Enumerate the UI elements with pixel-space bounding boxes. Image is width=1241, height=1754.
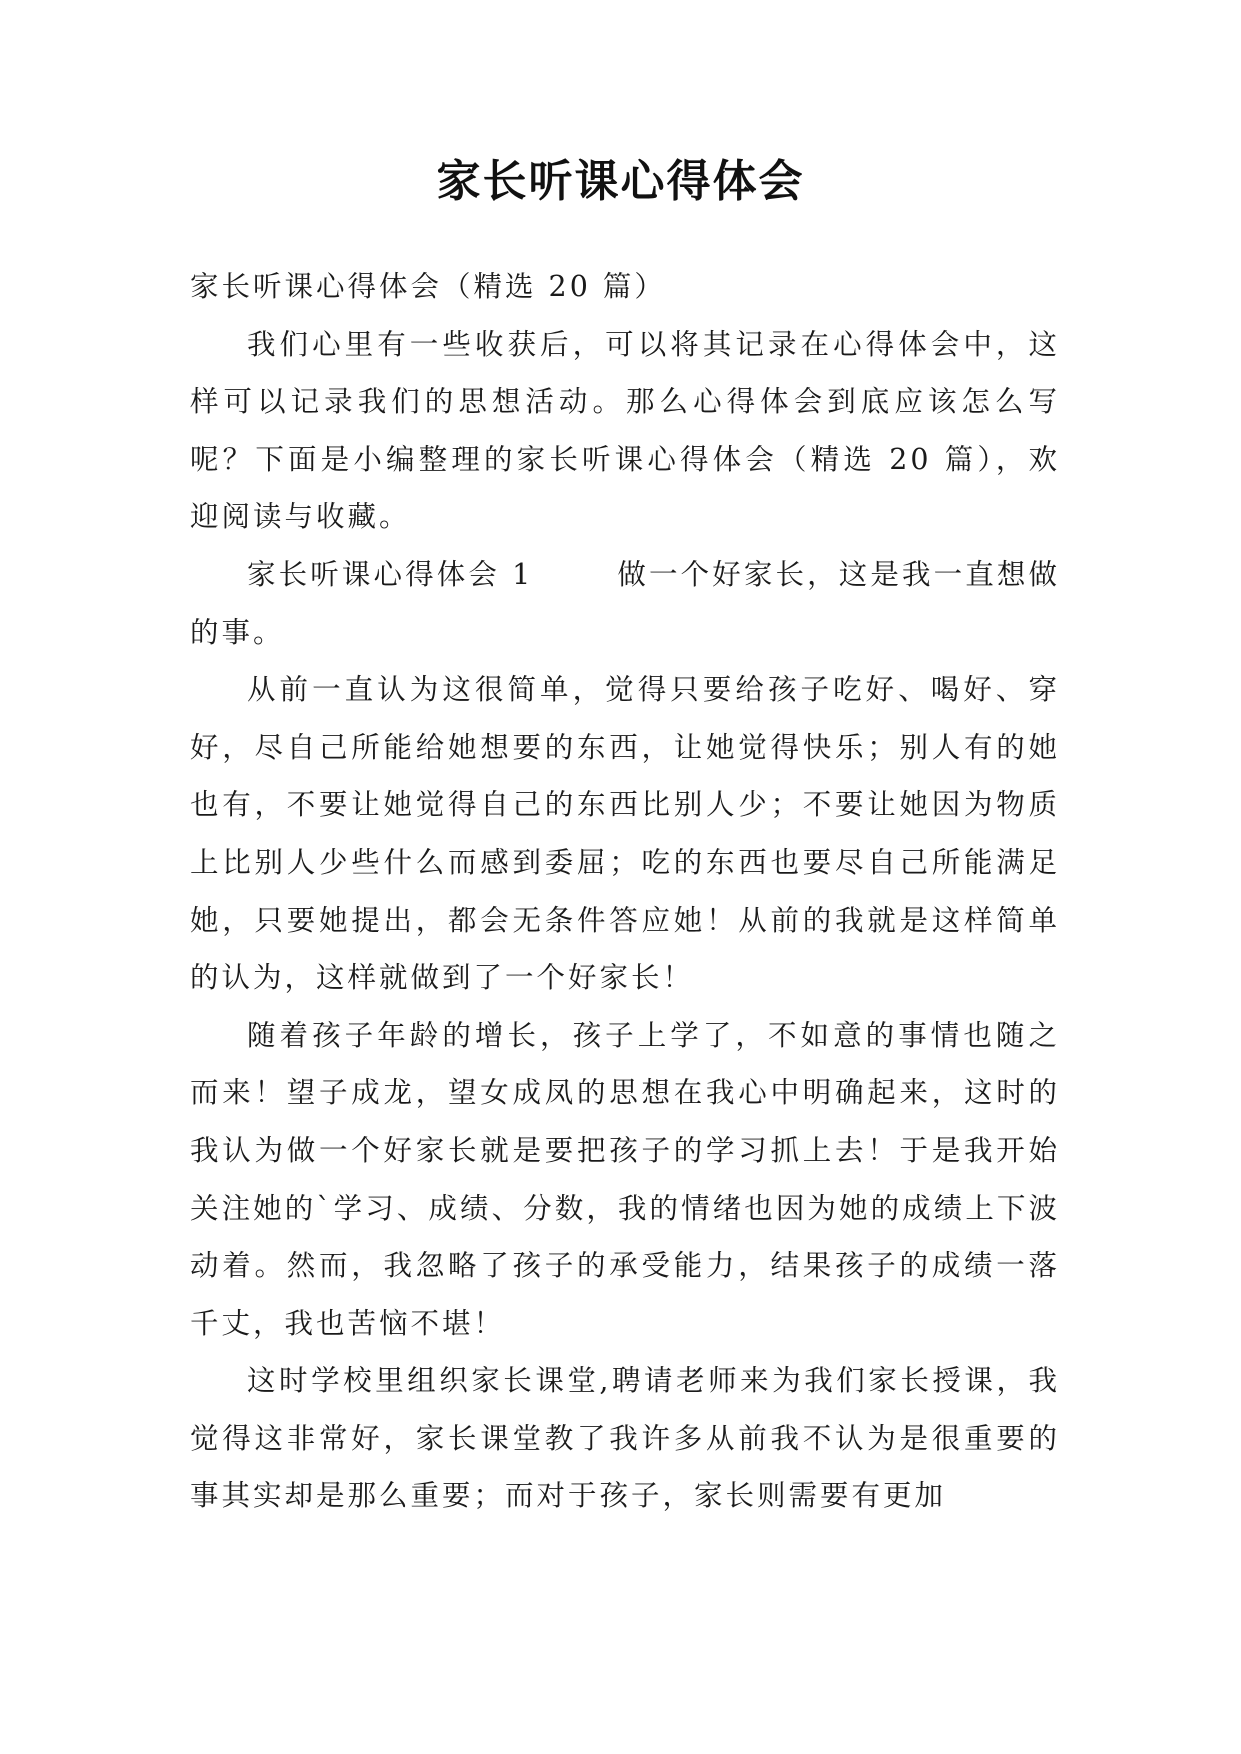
section-heading: 家长听课心得体会 1: [247, 557, 534, 591]
section-opening: [190, 546, 1060, 661]
document-subtitle: 家长听课心得体会（精选 20 篇）: [190, 270, 666, 303]
body-paragraph: 这时学校里组织家长课堂,聘请老师来为我们家长授课，我觉得这非常好，家长课堂教了我许多从前我不认为是很重要的事其实却是那么重要；而对于孩子，家长则需要有更加: [190, 1364, 1060, 1513]
body-paragraph: 随着孩子年龄的增长，孩子上学了，不如意的事情也随之而来！望子成龙，望女成凤的思想在我心中明确起来，这时的我认为做一个好家长就是要把孩子的学习抓上去！于是我开始关注她的`学习、成绩、分数，我的情绪也因为她的成绩上下波动着。然而，我忽略了孩子的承受能力，结果孩子的成绩一落千丈，我也苦恼不堪！: [190, 1018, 1060, 1340]
section-first-line: 做一个好家长，这是我一直想做的事。: [190, 557, 1060, 649]
document-title: 家长听课心得体会: [436, 156, 805, 207]
body-paragraph: 从前一直认为这很简单，觉得只要给孩子吃好、喝好、穿好，尽自己所能给她想要的东西，让她觉得快乐；别人有的她也有，不要让她觉得自己的东西比别人少；不要让她因为物质上比别人少些什么而感到委屈；吃的东西也要尽自己所能满足她，只要她提出，都会无条件答应她！从前的我就是这样简单的认为，这样就做到了一个好家长！: [190, 673, 1060, 995]
intro-paragraph: 我们心里有一些收获后，可以将其记录在心得体会中，这样可以记录我们的思想活动。那么心得体会到底应该怎么写呢？下面是小编整理的家长听课心得体会（精选 20 篇），欢迎阅读与收藏。: [190, 327, 1060, 534]
document-body: [190, 258, 1060, 1525]
